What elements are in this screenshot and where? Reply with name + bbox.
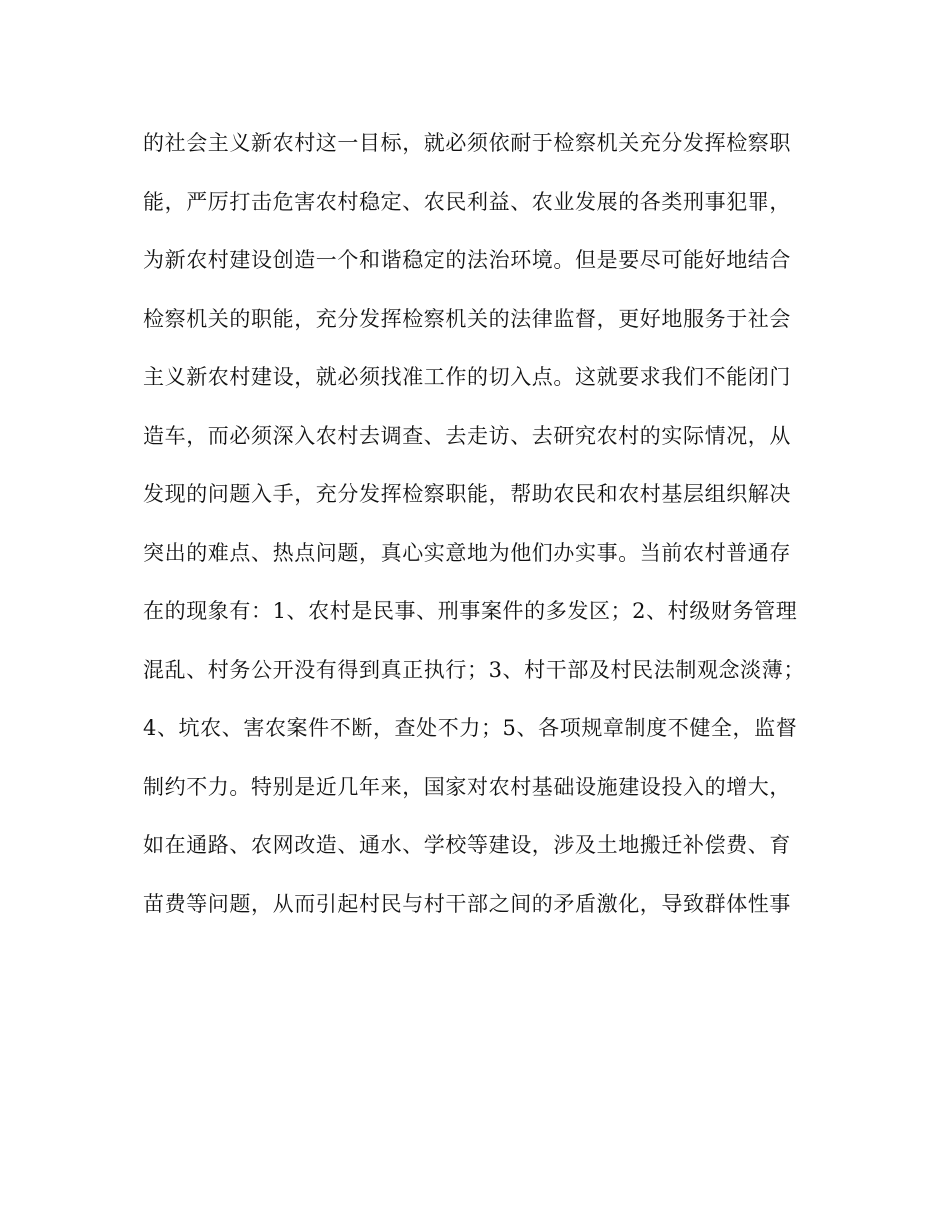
text-line: 发现的问题入手，充分发挥检察职能，帮助农民和农村基层组织解决	[143, 482, 791, 506]
text-line: 混乱、村务公开没有得到真正执行；3、村干部及村民法制观念淡薄；	[143, 657, 805, 682]
text-line: 突出的难点、热点问题，真心实意地为他们办实事。当前农村普通存	[143, 540, 791, 565]
text-line: 4、坑农、害农案件不断，查处不力；5、各项规章制度不健全，监督	[143, 716, 798, 740]
text-line: 检察机关的职能，充分发挥检察机关的法律监督，更好地服务于社会	[143, 306, 791, 331]
text-line: 主义新农村建设，就必须找准工作的切入点。这就要求我们不能闭门	[143, 365, 791, 389]
text-line: 制约不力。特别是近几年来，国家对农村基础设施建设投入的增大，	[143, 774, 791, 799]
text-line: 造车，而必须深入农村去调查、去走访、去研究农村的实际情况，从	[143, 423, 791, 448]
text-line: 为新农村建设创造一个和谐稳定的法治环境。但是要尽可能好地结合	[143, 248, 791, 272]
text-line: 能，严厉打击危害农村稳定、农民利益、农业发展的各类刑事犯罪，	[143, 189, 791, 214]
text-line: 苗费等问题，从而引起村民与村干部之间的矛盾激化，导致群体性事	[143, 891, 791, 916]
text-line: 在的现象有：1、农村是民事、刑事案件的多发区；2、村级财务管理	[143, 599, 798, 623]
text-line: 如在通路、农网改造、通水、学校等建设，涉及土地搬迁补偿费、育	[143, 833, 791, 857]
text-line: 的社会主义新农村这一目标，就必须依耐于检察机关充分发挥检察职	[143, 131, 791, 155]
body-text	[143, 120, 823, 939]
